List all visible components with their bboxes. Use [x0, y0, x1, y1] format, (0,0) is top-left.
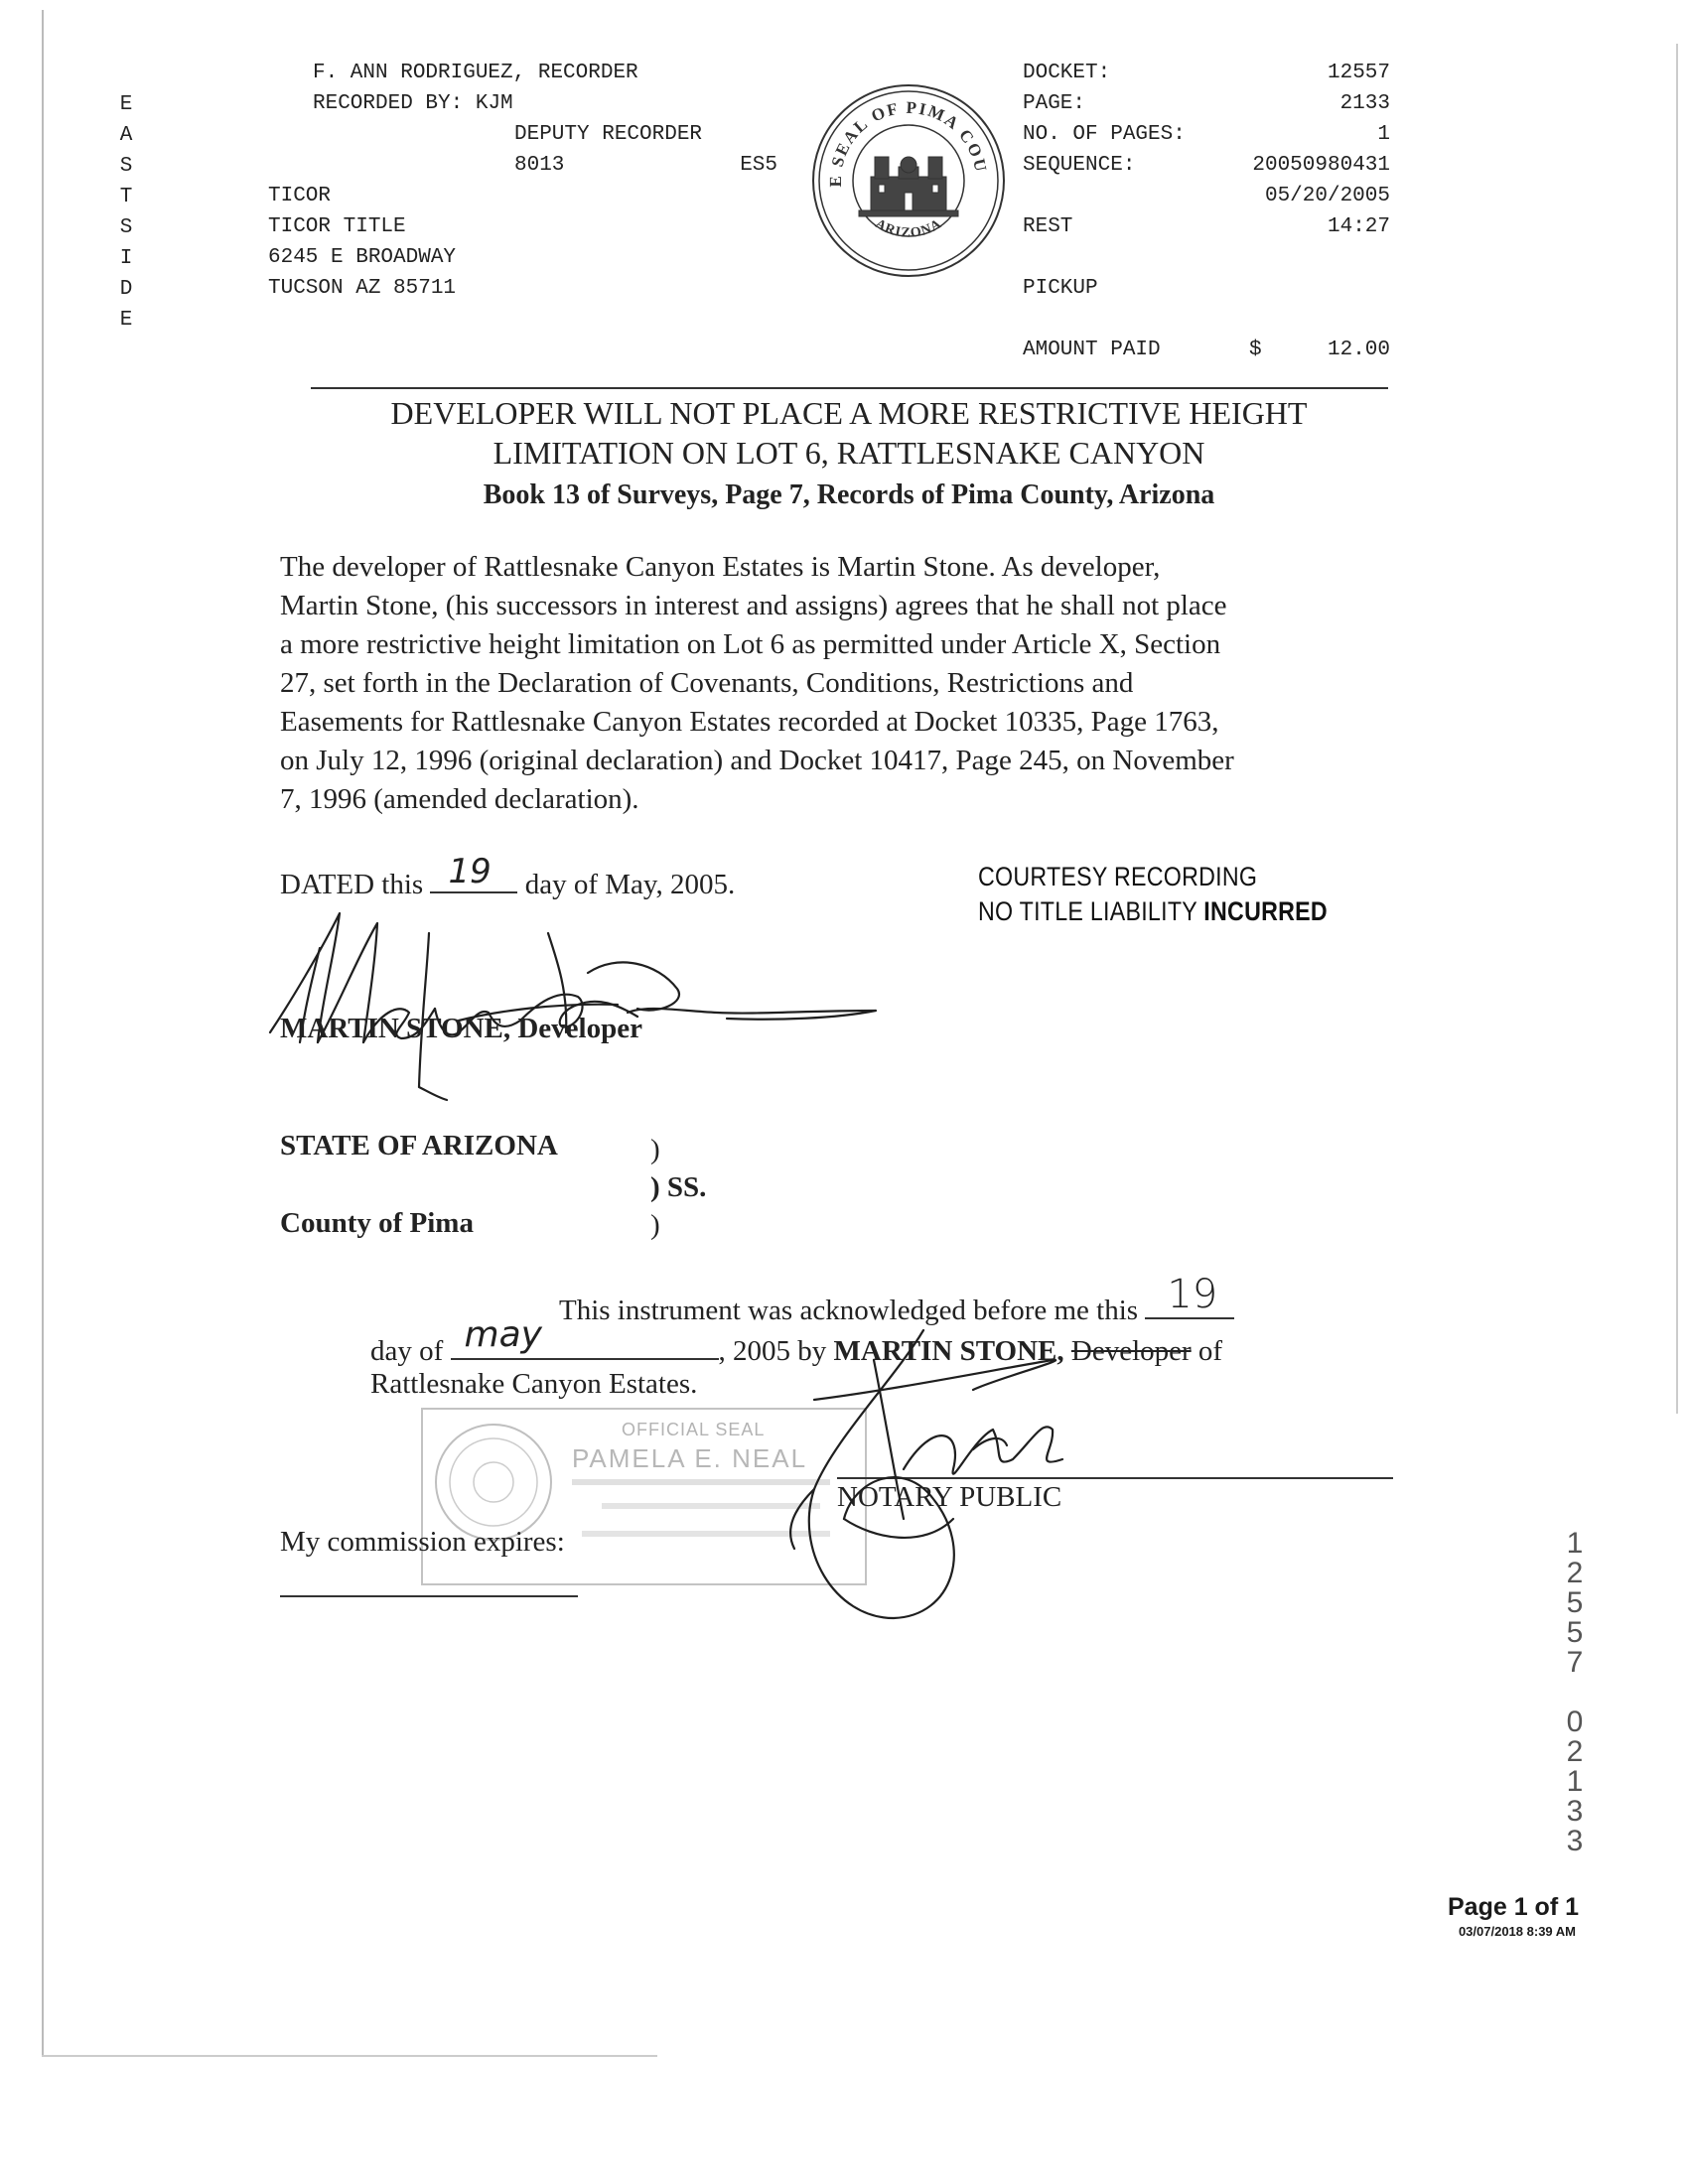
right-margin-rule [1676, 44, 1678, 1414]
eastside-vertical-label [111, 89, 141, 336]
body-line: a more restrictive height limitation on Lot 6 as permitted under Article X, Section [280, 628, 1221, 660]
commission-expires-line [280, 1595, 578, 1597]
deputy-recorder-label: DEPUTY RECORDER [514, 123, 703, 146]
venue-paren-3: ) [650, 1209, 660, 1241]
body-line: Easements for Rattlesnake Canyon Estates recorded at Docket 10335, Page 1763, [280, 706, 1219, 738]
sequence-row [1023, 150, 1390, 181]
date-row [1023, 181, 1390, 211]
recording-margin-number: 1 2 5 5 7 0 2 1 3 3 [1566, 1527, 1584, 1857]
courtesy-line-2: NO TITLE LIABILITY INCURRED [978, 896, 1328, 926]
recorder-block [268, 58, 777, 304]
eastside-letter: S [119, 216, 133, 239]
acknowledgment-line-3: Rattlesnake Canyon Estates. [370, 1368, 698, 1400]
recorded-by-value: KJM [475, 92, 513, 115]
body-line: 7, 1996 (amended declaration). [280, 783, 639, 815]
ack-day-blank [1145, 1272, 1234, 1319]
commission-expires-label: My commission expires: [280, 1526, 565, 1558]
deputy-number: 8013 [514, 154, 565, 177]
spacer [1023, 242, 1390, 273]
pages-row [1023, 119, 1390, 150]
svg-text:ARIZONA: ARIZONA [872, 216, 945, 241]
sequence-label: SEQUENCE: [1023, 154, 1136, 177]
document-title-line-1: DEVELOPER WILL NOT PLACE A MORE RESTRICTIVE HEIGHT [390, 395, 1308, 431]
addressee-line-1: TICOR [268, 185, 332, 207]
amount-value: 12.00 [1327, 339, 1390, 361]
eastside-letter: T [119, 186, 133, 208]
amount-row [1023, 335, 1390, 365]
spacer [1023, 304, 1390, 335]
dated-day-blank [430, 852, 517, 893]
page-row [1023, 88, 1390, 119]
developer-signature [260, 893, 965, 1102]
dated-day-handwritten: 19 [448, 852, 492, 891]
venue-ss: ) SS. [650, 1171, 707, 1203]
pima-county-seal [809, 81, 1008, 280]
amount-currency: $ [1249, 339, 1262, 361]
ack-day-handwritten: 19 [1167, 1272, 1218, 1317]
sequence-value: 20050980431 [1252, 154, 1390, 177]
page-number: Page 1 of 1 [1448, 1893, 1579, 1921]
bottom-rule [42, 2055, 657, 2057]
body-line: on July 12, 1996 (original declaration) and Docket 10417, Page 245, on November [280, 745, 1234, 776]
record-time: 14:27 [1327, 215, 1390, 238]
left-margin-rule [42, 10, 44, 2055]
rest-row [1023, 211, 1390, 242]
pages-label: NO. OF PAGES: [1023, 123, 1186, 146]
dated-suffix: day of May, 2005. [524, 869, 736, 900]
recorded-by-label: RECORDED BY: [313, 92, 464, 115]
recorded-by-row [313, 88, 638, 119]
notary-signature [695, 1320, 1152, 1648]
body-line: 27, set forth in the Declaration of Covenants, Conditions, Restrictions and [280, 667, 1134, 699]
notary-seal-line-1: OFFICIAL SEAL [622, 1420, 766, 1439]
ack-month-handwritten: may [464, 1314, 542, 1355]
header-divider [311, 387, 1388, 389]
pickup-row [1023, 273, 1390, 304]
dated-prefix: DATED this [280, 869, 424, 900]
courtesy-recording-stamp [978, 860, 1328, 929]
courtesy-line-1: COURTESY RECORDING [978, 862, 1258, 891]
venue-county: County of Pima [280, 1207, 474, 1239]
docket-value: 12557 [1327, 62, 1390, 84]
page-value: 2133 [1339, 92, 1390, 115]
rest-label: REST [1023, 215, 1073, 238]
notary-seal-line-2: PAMELA E. NEAL [572, 1443, 808, 1473]
addressee-line-3: 6245 E BROADWAY [268, 246, 457, 269]
ack-month-blank [451, 1314, 719, 1360]
eastside-letter: A [119, 124, 133, 147]
acknowledgment-line-1: This instrument was acknowledged before me this 19 [559, 1288, 1234, 1327]
ack-role: Developer [1070, 1335, 1192, 1367]
seal-graphic [809, 81, 1008, 280]
docket-row [1023, 58, 1390, 88]
acknowledgment-line-2: day of may , 2005 by MARTIN STONE, Developer of [370, 1314, 1223, 1367]
eastside-letter: E [119, 309, 133, 332]
recorder-name: F. ANN RODRIGUEZ, RECORDER [313, 62, 638, 84]
addressee-line-4: TUCSON AZ 85711 [268, 277, 457, 300]
docket-label: DOCKET: [1023, 62, 1111, 84]
pages-value: 1 [1377, 123, 1390, 146]
record-date: 05/20/2005 [1264, 185, 1390, 207]
docket-block [1023, 58, 1390, 365]
body-line: The developer of Rattlesnake Canyon Estates is Martin Stone. As developer, [280, 551, 1161, 583]
pickup-label: PICKUP [1023, 277, 1098, 300]
eastside-letter: I [119, 247, 133, 270]
document-subtitle: Book 13 of Surveys, Page 7, Records of Pima County, Arizona [483, 479, 1215, 510]
signature-caption: MARTIN STONE, Developer [280, 1013, 642, 1044]
document-title-line-2: LIMITATION ON LOT 6, RATTLESNAKE CANYON [492, 435, 1205, 471]
addressee-line-2: TICOR TITLE [268, 215, 406, 238]
ack-name: MARTIN STONE, [833, 1335, 1064, 1367]
deputy-code: ES5 [740, 154, 777, 177]
venue-paren-1: ) [650, 1134, 660, 1165]
body-line: Martin Stone, (his successors in interest and assigns) agrees that he shall not place [280, 590, 1227, 621]
eastside-letter: D [119, 278, 133, 301]
page-label: PAGE: [1023, 92, 1086, 115]
printed-timestamp: 03/07/2018 8:39 AM [1458, 1924, 1576, 1939]
venue-state: STATE OF ARIZONA [280, 1130, 558, 1161]
notary-public-label: NOTARY PUBLIC [837, 1481, 1062, 1513]
svg-text:THE SEAL OF PIMA COUNTY: E SEAL OF PIMA COU [825, 97, 991, 188]
amount-label: AMOUNT PAID [1023, 339, 1161, 361]
eastside-letter: E [119, 93, 133, 116]
eastside-letter: S [119, 155, 133, 178]
body-paragraph [280, 548, 1412, 819]
deputy-row [514, 150, 777, 181]
